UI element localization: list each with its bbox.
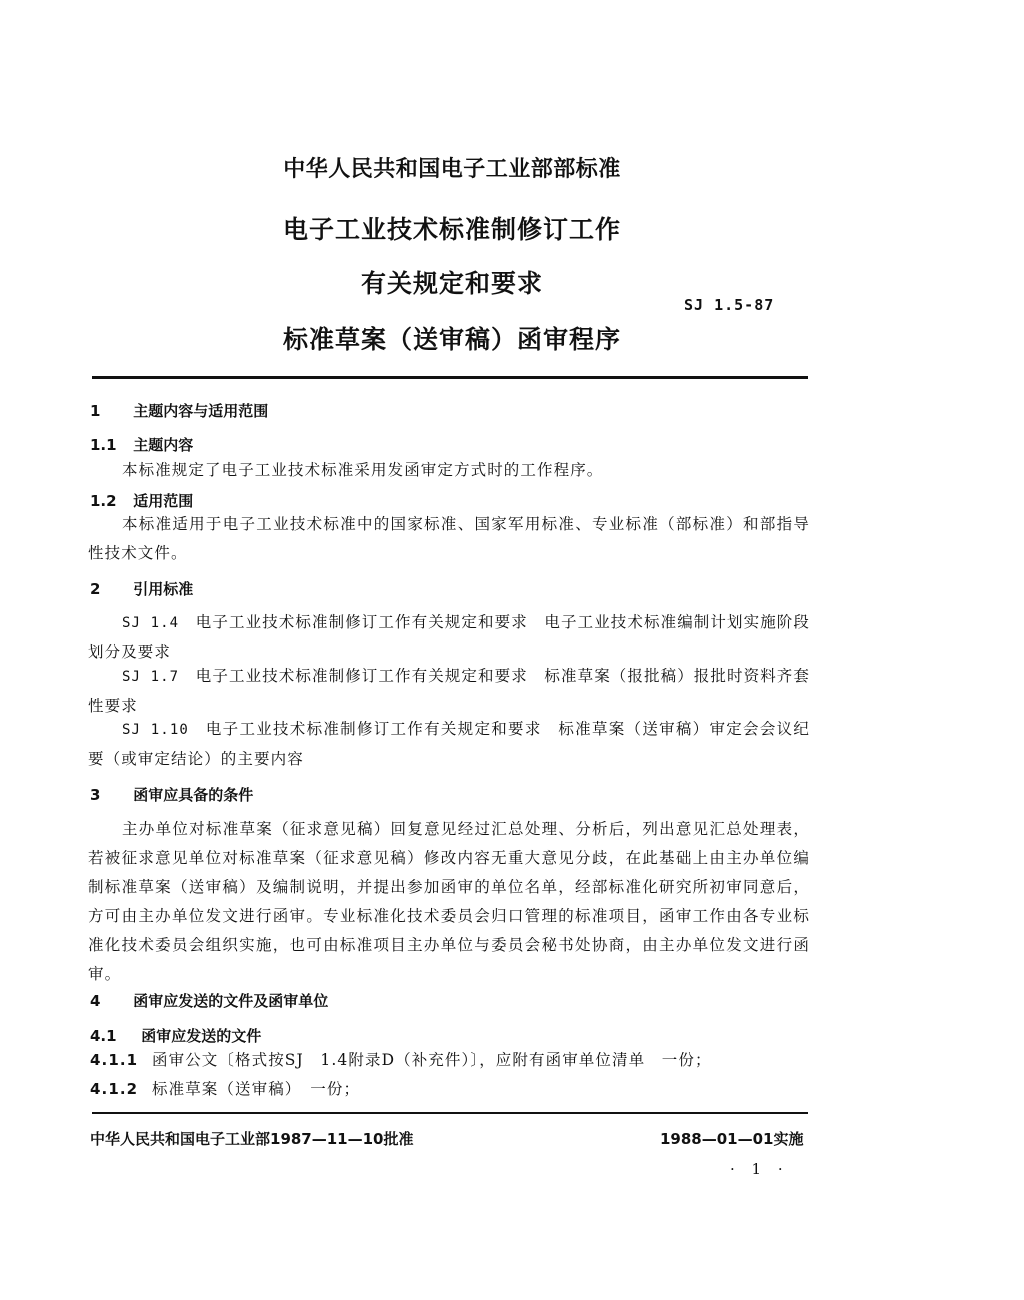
section-1-1-title: 主题内容	[133, 436, 194, 454]
section-3-heading	[90, 784, 253, 805]
title-line-2: 有关规定和要求	[360, 269, 543, 298]
issuing-organization: 中华人民共和国电子工业部部标准	[283, 157, 621, 182]
section-1-2-title: 适用范围	[133, 492, 194, 510]
reference-text: 电子工业技术标准制修订工作有关规定和要求 标准草案（报批稿）报批时资料齐套性要求	[88, 667, 810, 715]
section-2-title: 引用标准	[133, 580, 194, 598]
reference-item	[88, 608, 810, 667]
section-1-title: 主题内容与适用范围	[133, 402, 269, 420]
section-1-heading	[90, 400, 268, 421]
clause-4-1-2-text: 标准草案（送审稿） 一份；	[152, 1080, 361, 1098]
reference-code: SJ 1.4	[122, 615, 180, 631]
standard-code: SJ 1.5-87	[684, 296, 775, 314]
reference-text: 电子工业技术标准制修订工作有关规定和要求 电子工业技术标准编制计划实施阶段划分及要求	[88, 613, 810, 661]
clause-4-1-2	[90, 1075, 360, 1104]
section-2-number: 2	[90, 580, 101, 598]
reference-code: SJ 1.7	[122, 669, 180, 685]
section-1-2-number: 1.2	[90, 492, 117, 510]
clause-4-1-1-number: 4.1.1	[90, 1051, 139, 1069]
effective-date: 1988—01—01实施	[660, 1130, 804, 1148]
section-1-1-heading	[90, 434, 193, 455]
section-4-title: 函审应发送的文件及函审单位	[133, 992, 329, 1010]
section-1-2-heading	[90, 490, 193, 511]
section-1-2-text: 本标准适用于电子工业技术标准中的国家标准、国家军用标准、专业标准（部标准）和部指导性技术文件。	[88, 515, 810, 562]
section-4-heading	[90, 990, 328, 1011]
approval-statement: 中华人民共和国电子工业部1987—11—10批准	[90, 1130, 414, 1148]
reference-text: 电子工业技术标准制修订工作有关规定和要求 标准草案（送审稿）审定会会议纪要（或审定结论）的主要内容	[88, 720, 810, 768]
section-3-number: 3	[90, 786, 101, 804]
section-3-text: 主办单位对标准草案（征求意见稿）回复意见经过汇总处理、分析后，列出意见汇总处理表，若被征求意见单位对标准草案（征求意见稿）修改内容无重大意见分歧，在此基础上由主办单位编制标准草案（送审稿）及编制说明，并提出参加函审的单位名单，经部标准化研究所初审同意后，方可由主办单位发文进行函审。专业标准化技术委员会归口管理的标准项目，函审工作由各专业标准化技术委员会组织实施，也可由标准项目主办单位与委员会秘书处协商，由主办单位发文进行函审。	[88, 820, 810, 983]
header-divider	[92, 376, 808, 379]
section-1-1-text: 本标准规定了电子工业技术标准采用发函审定方式时的工作程序。	[122, 461, 604, 479]
section-1-1-number: 1.1	[90, 436, 117, 454]
section-2-heading	[90, 578, 193, 599]
clause-4-1-2-number: 4.1.2	[90, 1080, 139, 1098]
footer-divider	[92, 1112, 808, 1114]
section-4-number: 4	[90, 992, 101, 1010]
page-number: · 1 ·	[730, 1160, 789, 1178]
section-1-number: 1	[90, 402, 101, 420]
section-3-title: 函审应具备的条件	[133, 786, 254, 804]
section-4-1-number: 4.1	[90, 1027, 117, 1045]
title-line-3: 标准草案（送审稿）函审程序	[282, 325, 621, 354]
clause-4-1-1	[90, 1046, 712, 1075]
reference-item	[88, 715, 810, 774]
reference-item	[88, 662, 810, 721]
section-4-1-title: 函审应发送的文件	[141, 1027, 262, 1045]
section-4-1-heading	[90, 1025, 261, 1046]
clause-4-1-1-text: 函审公文〔格式按SJ 1.4附录D（补充件）〕，应附有函审单位清单 一份；	[152, 1051, 712, 1069]
title-line-1: 电子工业技术标准制修订工作	[282, 215, 621, 244]
reference-code: SJ 1.10	[122, 722, 189, 738]
